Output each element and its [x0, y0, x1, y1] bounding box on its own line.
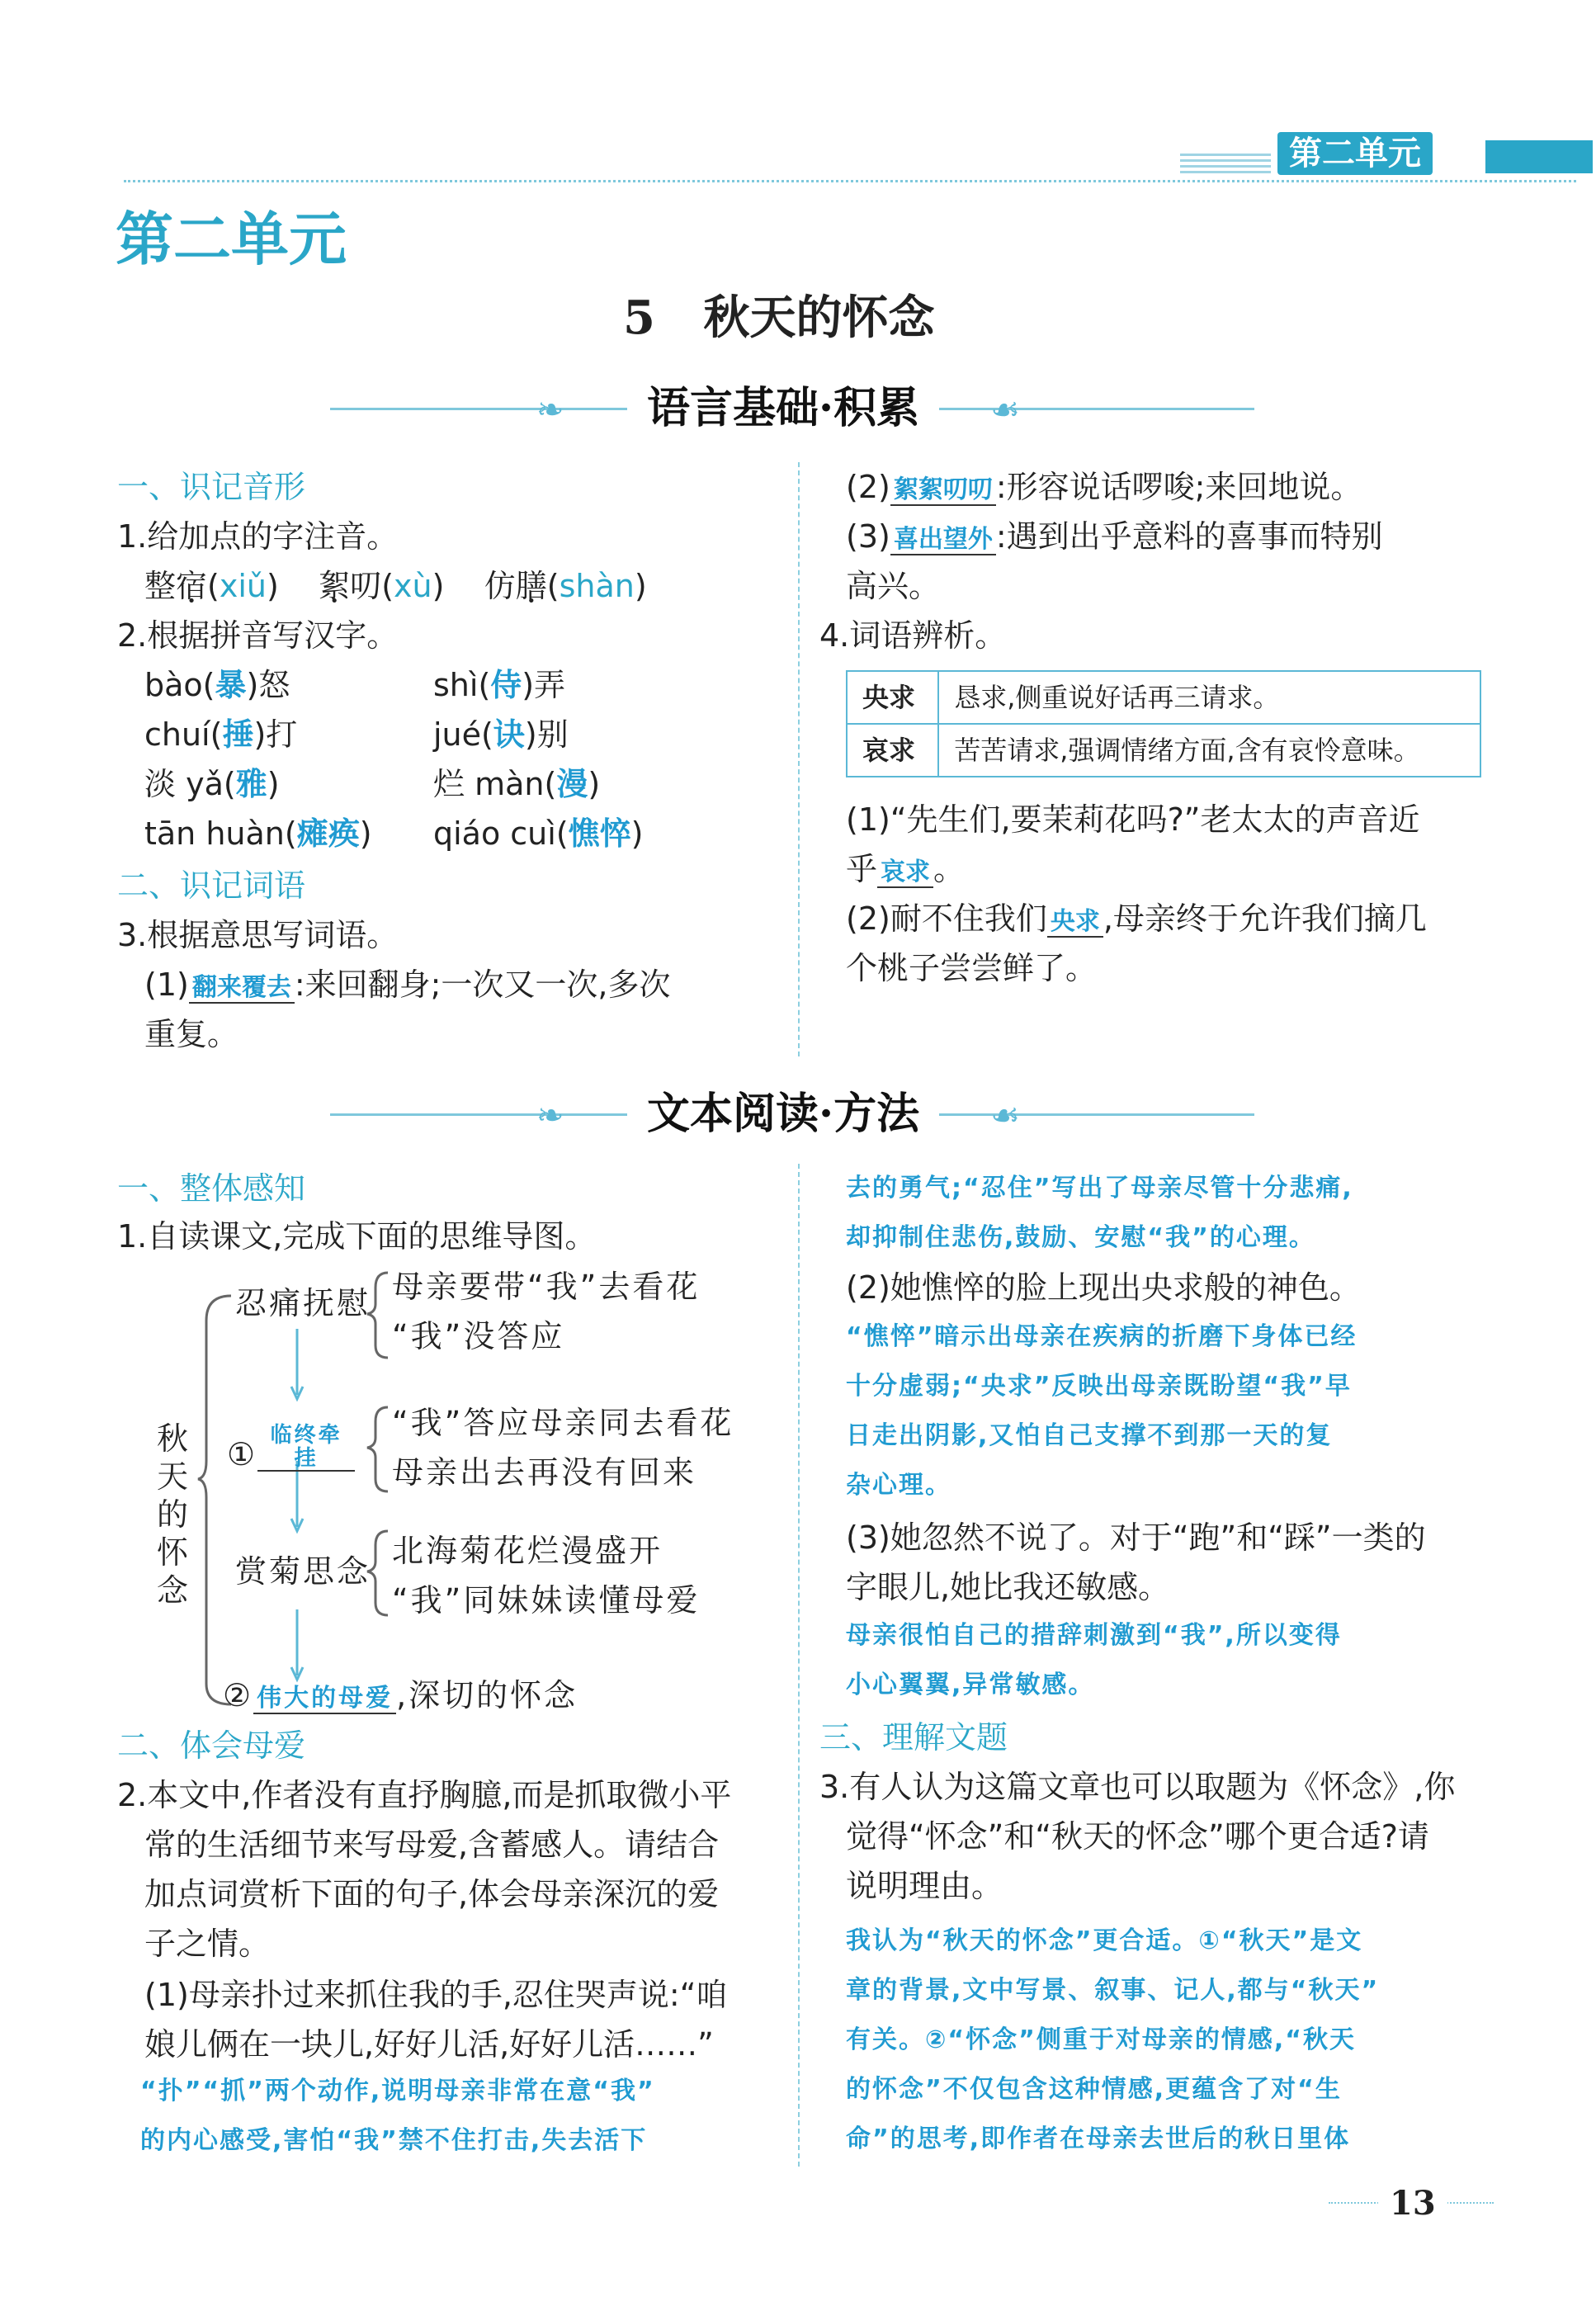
q2-item: shì(侍)弄 — [433, 667, 566, 703]
mindmap-node-1: 忍痛抚慰 — [235, 1285, 371, 1321]
header-bar — [1485, 140, 1593, 173]
answer-line: 杂心理。 — [846, 1471, 951, 1500]
q3-item-1-cont: 重复。 — [144, 1016, 239, 1052]
table-row — [847, 671, 1480, 724]
banner-title: 语言基础·积累 — [627, 380, 939, 437]
q3-item-2: (2) 絮絮叨叨 :形容说话啰唆;来回地说。 — [846, 469, 1362, 505]
q1-items: 整宿(xiǔ) 絮叨(xù) 仿膳(shàn) — [144, 568, 647, 604]
answer-line: 章的背景,文中写景、叙事、记人,都与“秋天” — [846, 1976, 1380, 2005]
swirl-icon: ❧ — [536, 1097, 564, 1135]
answer-line: 有关。②“怀念”侧重于对母亲的情感,“秋天 — [846, 2025, 1356, 2054]
answer-line: 日走出阴影,又怕自己支撑不到那一天的复 — [846, 1421, 1333, 1450]
question-1b: 1.自读课文,完成下面的思维导图。 — [117, 1218, 597, 1255]
question-3: 3.根据意思写词语。 — [117, 917, 399, 953]
question-2: 2.根据拼音写汉字。 — [117, 617, 399, 654]
q2b-item-2: (2)她憔悴的脸上现出央求般的神色。 — [846, 1269, 1361, 1306]
q1-word-2: 絮叨 — [319, 568, 382, 604]
answer-line: “扑”“抓”两个动作,说明母亲非常在意“我” — [140, 2077, 655, 2105]
unit-tab: 第二单元 — [1277, 132, 1433, 175]
answer-line: 母亲很怕自己的措辞刺激到“我”,所以变得 — [846, 1621, 1342, 1650]
answer-line: 十分虚弱;“央求”反映出母亲既盼望“我”早 — [846, 1372, 1352, 1401]
mindmap-node-2: ①临终牵挂 — [227, 1424, 355, 1474]
swirl-icon: ☙ — [990, 1097, 1020, 1135]
table-word: 央求 — [847, 671, 938, 724]
lesson-name: 秋天的怀念 — [703, 291, 935, 345]
q3-item-1: (1) 翻来覆去 :来回翻身;一次又一次,多次 — [144, 966, 671, 1003]
swirl-icon: ❧ — [536, 391, 564, 429]
lesson-number: 5 — [623, 291, 655, 345]
unit-heading: 第二单元 — [116, 205, 347, 273]
q1-word-1: 整宿 — [144, 568, 208, 604]
answer-line: “憔悴”暗示出母亲在疾病的折磨下身体已经 — [846, 1322, 1358, 1351]
answer-line: 命”的思考,即作者在母亲去世后的秋日里体 — [846, 2124, 1351, 2153]
question-3b: 3.有人认为这篇文章也可以取题为《怀念》,你 — [819, 1769, 1456, 1805]
q2b-item-3: 字眼儿,她比我还敏感。 — [846, 1569, 1170, 1605]
q4-item-2-cont: 个桃子尝尝鲜了。 — [846, 950, 1098, 986]
word-comparison-table — [846, 670, 1481, 777]
mindmap-leaf: “我”同妹妹读懂母爱 — [392, 1582, 701, 1619]
mindmap-leaf: “我”没答应 — [392, 1318, 565, 1354]
answer-line: 我认为“秋天的怀念”更合适。①“秋天”是文 — [846, 1926, 1363, 1955]
answer-line: 小心翼翼,异常敏感。 — [846, 1671, 1095, 1699]
answer-line: 去的勇气;“忍住”写出了母亲尽管十分悲痛, — [846, 1174, 1353, 1203]
q2-item: 淡 yǎ(雅) — [144, 766, 280, 802]
part-title-understand-title: 三、理解文题 — [819, 1719, 1008, 1756]
mindmap-node-4: ② 伟大的母爱 ,深切的怀念 — [223, 1677, 578, 1713]
mindmap-root: 秋天的怀念 — [157, 1420, 189, 1609]
table-word: 哀求 — [847, 724, 938, 777]
mindmap-node-3: 赏菊思念 — [235, 1553, 371, 1590]
q2-item: 烂 màn(漫) — [433, 766, 601, 802]
answer-line: 的内心感受,害怕“我”禁不住打击,失去活下 — [140, 2126, 648, 2155]
q2-item: tān huàn(瘫痪) — [144, 815, 372, 852]
section-banner-reading — [330, 1085, 1254, 1143]
q4-item-2: (2)耐不住我们 央求 ,母亲终于允许我们摘几 — [846, 900, 1427, 937]
banner-title: 文本阅读·方法 — [627, 1085, 939, 1143]
q2-item: jué(诀)别 — [433, 716, 569, 753]
part-title-vocabulary: 二、识记词语 — [117, 867, 306, 904]
q2-item: chuí(捶)打 — [144, 716, 298, 753]
answer-line: 的怀念”不仅包含这种情感,更蕴含了对“生 — [846, 2075, 1342, 2104]
question-2b: 常的生活细节来写母爱,含蓄感人。请结合 — [144, 1827, 720, 1863]
section-banner-basics — [330, 380, 1254, 437]
part-title-overall: 一、整体感知 — [117, 1170, 306, 1207]
question-2b: 子之情。 — [144, 1926, 271, 1962]
header-dotted-rule — [124, 180, 1576, 182]
q3-item-3: (3) 喜出望外 :遇到出乎意料的喜事而特别 — [846, 518, 1383, 555]
question-1: 1.给加点的字注音。 — [117, 518, 399, 555]
table-row — [847, 724, 1480, 777]
part-title-motherly-love: 二、体会母爱 — [117, 1727, 306, 1764]
question-2b: 加点词赏析下面的句子,体会母亲深沉的爱 — [144, 1876, 720, 1912]
q1-answer-1: xiǔ — [219, 568, 267, 604]
question-3b: 觉得“怀念”和“秋天的怀念”哪个更合适?请 — [846, 1818, 1429, 1855]
q2b-item-3: (3)她忽然不说了。对于“跑”和“踩”一类的 — [846, 1519, 1426, 1556]
part-title-sound-form: 一、识记音形 — [117, 469, 306, 505]
column-divider — [798, 462, 800, 1056]
q1-answer-3: shàn — [559, 568, 635, 604]
q1-answer-2: xù — [394, 568, 432, 604]
column-divider — [798, 1164, 800, 2167]
q2-item: qiáo cuì(憔悴) — [433, 815, 644, 852]
question-2b: 2.本文中,作者没有直抒胸臆,而是抓取微小平 — [117, 1777, 732, 1813]
question-3b: 说明理由。 — [846, 1868, 1003, 1904]
header-stripes — [1180, 154, 1271, 173]
table-meaning: 苦苦请求,强调情绪方面,含有哀怜意味。 — [938, 724, 1480, 777]
swirl-icon: ☙ — [990, 391, 1020, 429]
q4-item-1-cont: 乎 哀求 。 — [846, 851, 966, 887]
q2b-item-1: 娘儿俩在一块儿,好好儿活,好好儿活……” — [144, 2026, 714, 2063]
q3-item-3-cont: 高兴。 — [846, 568, 941, 604]
q4-item-1: (1)“先生们,要茉莉花吗?”老太太的声音近 — [846, 801, 1420, 838]
table-meaning: 恳求,侧重说好话再三请求。 — [938, 671, 1480, 724]
page-number: 13 — [1378, 2183, 1447, 2224]
answer-line: 却抑制住悲伤,鼓励、安慰“我”的心理。 — [846, 1223, 1315, 1252]
q2b-item-1: (1)母亲扑过来抓住我的手,忍住哭声说:“咱 — [144, 1977, 728, 2013]
q2-item: bào(暴)怒 — [144, 667, 290, 703]
mindmap-leaf: 母亲要带“我”去看花 — [392, 1269, 701, 1305]
mindmap-leaf: 母亲出去再没有回来 — [392, 1454, 697, 1491]
question-4: 4.词语辨析。 — [819, 617, 1007, 654]
lesson-title — [623, 289, 934, 347]
mindmap-leaf: “我”答应母亲同去看花 — [392, 1405, 734, 1441]
mindmap-leaf: 北海菊花烂漫盛开 — [392, 1533, 663, 1569]
q1-word-3: 仿膳 — [484, 568, 547, 604]
